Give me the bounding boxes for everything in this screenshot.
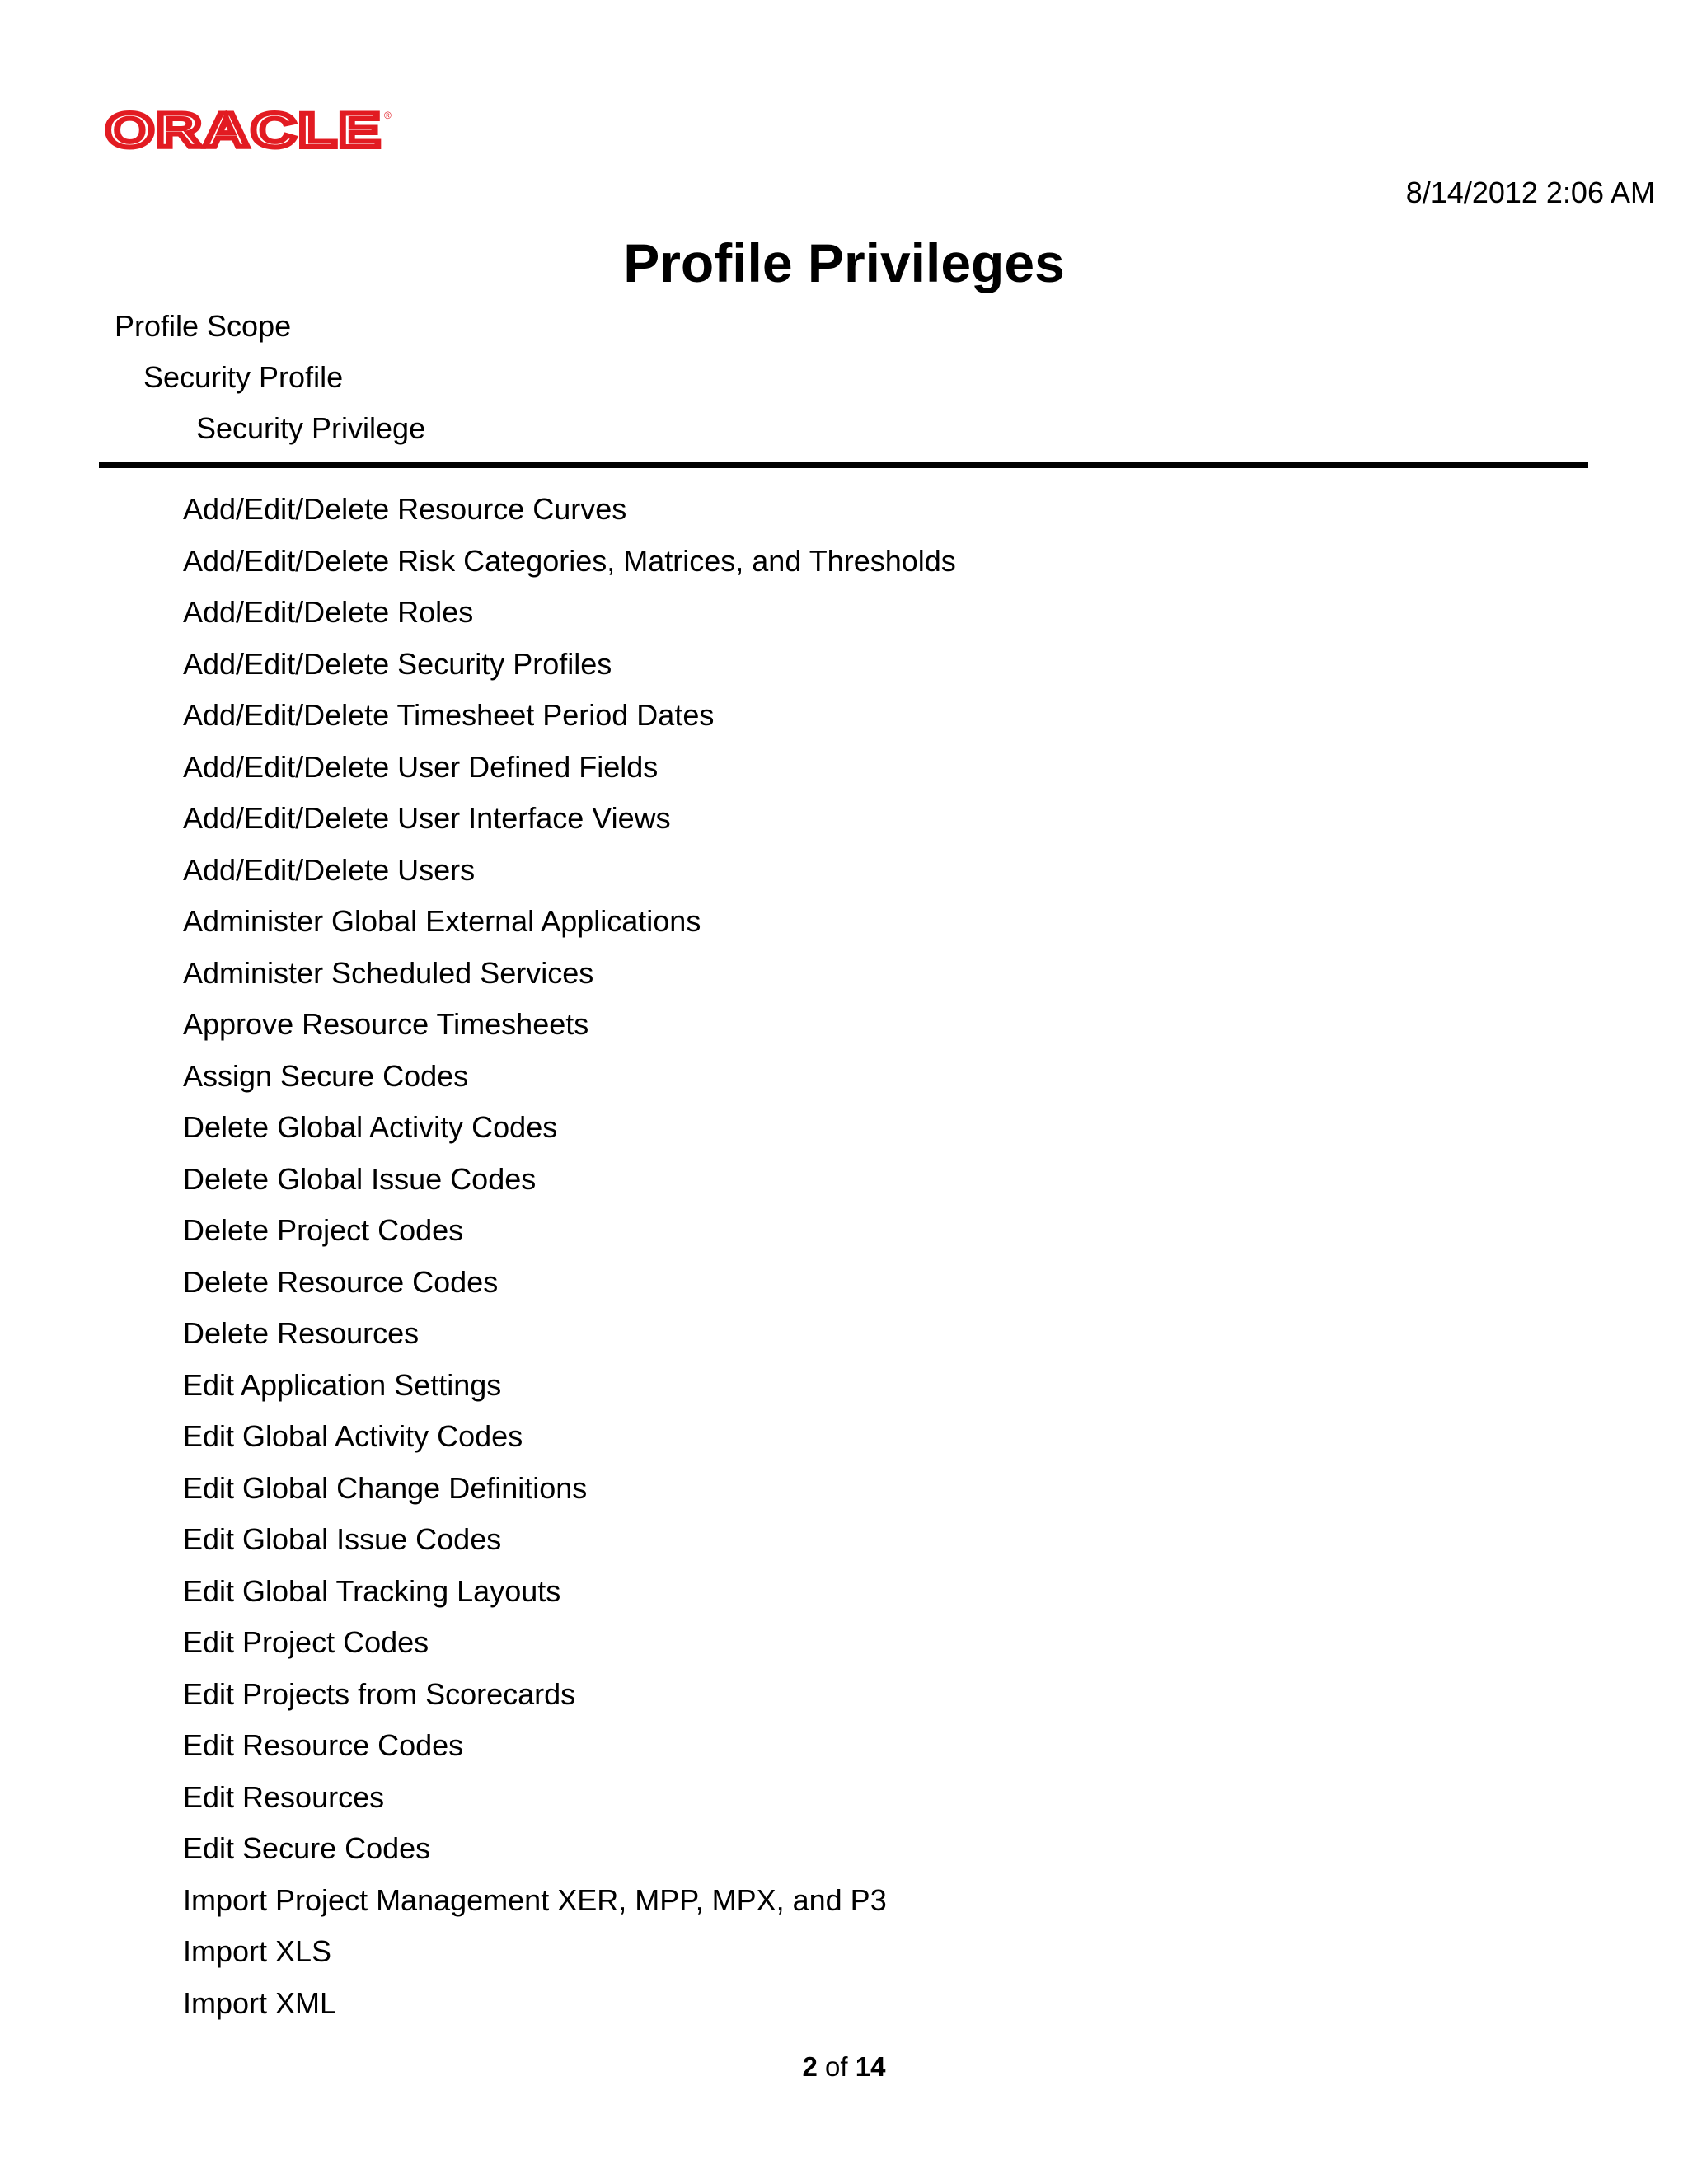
privilege-item: Edit Application Settings [183, 1367, 502, 1402]
privilege-item: Add/Edit/Delete Users [183, 852, 476, 887]
privilege-item: Delete Global Activity Codes [183, 1110, 558, 1144]
header-divider [99, 462, 1588, 468]
svg-text:ORACLE: ORACLE [106, 107, 382, 152]
report-timestamp: 8/14/2012 2:06 AM [1405, 176, 1655, 209]
privilege-item: Delete Resource Codes [183, 1264, 499, 1299]
privilege-item: Edit Global Change Definitions [183, 1470, 588, 1505]
privilege-item: Delete Project Codes [183, 1213, 464, 1247]
privilege-item: Edit Projects from Scorecards [183, 1676, 576, 1711]
page-number [0, 2050, 1688, 2083]
privilege-item: Add/Edit/Delete Timesheet Period Dates [183, 698, 715, 732]
privilege-item: Edit Global Issue Codes [183, 1522, 502, 1556]
svg-text:®: ® [384, 110, 392, 121]
privilege-item: Delete Resources [183, 1316, 420, 1350]
current-page: 2 [802, 2051, 818, 2082]
privilege-item: Edit Global Activity Codes [183, 1419, 523, 1453]
privilege-item: Import XML [183, 1985, 337, 2020]
privilege-item: Add/Edit/Delete Risk Categories, Matrices, and Thresholds [183, 543, 956, 578]
page-separator: of [825, 2051, 848, 2082]
oracle-logo [106, 107, 396, 152]
page-title: Profile Privileges [623, 232, 1065, 293]
privilege-list [183, 491, 956, 2036]
privilege-item: Edit Secure Codes [183, 1831, 431, 1865]
hierarchy-level-security-privilege: Security Privilege [196, 411, 426, 445]
privilege-item: Edit Resources [183, 1779, 385, 1814]
privilege-item: Administer Scheduled Services [183, 955, 594, 990]
privilege-item: Delete Global Issue Codes [183, 1161, 537, 1196]
privilege-item: Approve Resource Timesheets [183, 1007, 589, 1041]
privilege-item: Add/Edit/Delete Resource Curves [183, 492, 627, 526]
privilege-item: Import XLS [183, 1934, 332, 1968]
privilege-item: Add/Edit/Delete Security Profiles [183, 646, 612, 681]
privilege-item: Add/Edit/Delete User Defined Fields [183, 749, 659, 784]
privilege-item: Import Project Management XER, MPP, MPX, and P3 [183, 1882, 887, 1917]
hierarchy-level-profile-scope: Profile Scope [115, 309, 292, 343]
privilege-item: Add/Edit/Delete User Interface Views [183, 801, 671, 835]
privilege-item: Edit Resource Codes [183, 1728, 464, 1762]
total-pages: 14 [855, 2051, 886, 2082]
privilege-item: Add/Edit/Delete Roles [183, 595, 474, 629]
privilege-item: Edit Project Codes [183, 1625, 429, 1659]
hierarchy-level-security-profile: Security Profile [143, 360, 344, 394]
privilege-item: Assign Secure Codes [183, 1058, 469, 1093]
privilege-item: Administer Global External Applications [183, 904, 701, 938]
privilege-item: Edit Global Tracking Layouts [183, 1573, 561, 1608]
